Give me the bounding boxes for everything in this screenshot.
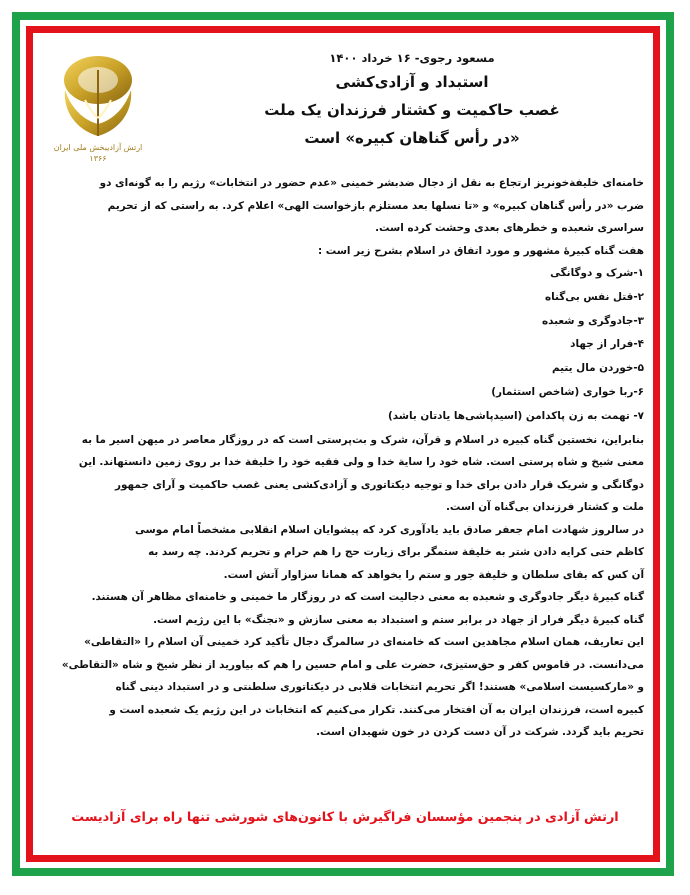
title-line-3: «در رأس گناهان کبیره» است — [304, 129, 520, 147]
list-item: ۵-خوردن مال یتیم — [552, 362, 644, 375]
nla-logo — [46, 50, 150, 170]
list-item: ۷- تهمت به زن پاکدامن (اسیدپاشی‌ها یادتان باشد) — [388, 409, 644, 422]
para4: گناه کبیرهٔ دیگر جادوگری و شعبده به معنی دجالیت است که در روزگار ما خمینی و خامنه‌ای مظاهر آن هستند. — [91, 591, 644, 604]
list-item: ۶-ربا خواری (شاخص استثمار) — [491, 385, 644, 398]
para3-line: در سالروز شهادت امام جعفر صادق باید یادآوری کرد که پیشوایان اسلام انقلابی مشخصاً امام موسی — [135, 523, 644, 536]
statement-document — [46, 42, 644, 852]
title-line-1: استبداد و آزادی‌کشی — [335, 73, 489, 91]
para1-line: خامنه‌ای خلیفة‌خونریز ارتجاع به نقل از دجال ضدبشر خمینی «عدم حضور در انتخابات» رژیم را به گونه‌ای دو — [99, 177, 644, 189]
list-item: ۴-فرار از جهاد — [570, 338, 644, 351]
list-item: ۲-قتل نفس بی‌گناه — [544, 290, 644, 303]
para5: گناه کبیرهٔ دیگر فرار از جهاد در برابر ستم و استبداد به معنی سازش و «نجنگ» با این رژیم است. — [153, 613, 644, 626]
golden-wheat-icon — [55, 50, 141, 142]
para2-line: دوگانگی و شریک قرار دادن برای خدا و توجیه دیکتاتوری و آزادی‌کشی یعنی غصب حاکمیت و آرای جمهور — [115, 478, 644, 491]
para6-line: کبیره است، فرزندان ایران به آن افتخار می‌کنند. تکرار می‌کنیم که انتخابات در این رژیم یک شعبده است و — [109, 703, 644, 716]
sins-list — [46, 262, 644, 429]
para1-line: سراسری شعبده و خطرهای بعدی وحشت کرده است. — [375, 222, 644, 234]
para2-line: بنابراین، نخستین گناه کبیره در اسلام و قرآن، شرک و بت‌پرستی است که در روزگار معاصر در میهن اسیر ما به — [81, 433, 644, 446]
document-header — [192, 48, 632, 152]
list-intro: هفت گناه کبیرهٔ مشهور و مورد اتفاق در اسلام بشرح زیر است : — [317, 244, 644, 257]
document-body — [46, 172, 644, 744]
logo-year-text: ۱۳۶۶ — [89, 154, 107, 163]
byline: مسعود رجوی- ۱۶ خرداد ۱۴۰۰ — [329, 51, 495, 65]
list-item: ۱-شرک و دوگانگی — [550, 267, 644, 279]
para2-line: ملت و کشتار فرزندان بی‌گناه آن است. — [445, 501, 644, 514]
footer-slogan: ارتش آزادی در پنجمین مؤسسان فراگیرش با کانون‌های شورشی تنها راه برای آزادیست — [71, 810, 619, 825]
para3-line: آن کس که بقای سلطان و خلیفة جور و ستم را بخواهد که همانا سزاوار آتش است. — [223, 568, 644, 581]
title-line-2: غصب حاکمیت و کشتار فرزندان یک ملت — [264, 101, 560, 119]
para1-line: ضرب «در رأس گناهان کبیره» و «تا نسلها بعد مستلزم بازخواست الهی» اعلام کرد. به راستی که از تحریم — [107, 199, 644, 212]
para6-line: این تعاریف، همان اسلام مجاهدین است که خامنه‌ای در سالمرگ دجال تأکید کرد خمینی آن اسلام را «التقاطی» — [84, 636, 644, 649]
para6-line: می‌دانست. در قاموس کفر و حق‌ستیزی، حضرت علی و امام حسین را هم که بیاورید از نظر شیخ و شاه «التقاطی» — [61, 658, 644, 671]
logo-name-text: ارتش آزادیبخش ملی ایران — [53, 143, 143, 152]
list-item: ۳-جادوگری و شعبده — [541, 314, 644, 327]
para6-line: تحریم باید گردد. شرکت در آن دست کردن در خون شهیدان است. — [316, 726, 644, 739]
para6-line: و «مارکسیست اسلامی» هستند! اگر تحریم انتخابات قلابی در دیکتاتوری سلطنتی و در استبداد دینی گناه — [115, 681, 644, 694]
para2-line: معنی شیخ و شاه پرستی است. شاه خود را سایة خدا و ولی فقیه خود را خلیفة خدا بر روی زمین دانستهاند. این — [78, 456, 644, 469]
para3-line: کاظم حتی کرایه دادن شتر به خلیفة ستمگر برای زیارت حج را هم حرام و تحریم کردند. چه رسد به — [148, 546, 644, 559]
